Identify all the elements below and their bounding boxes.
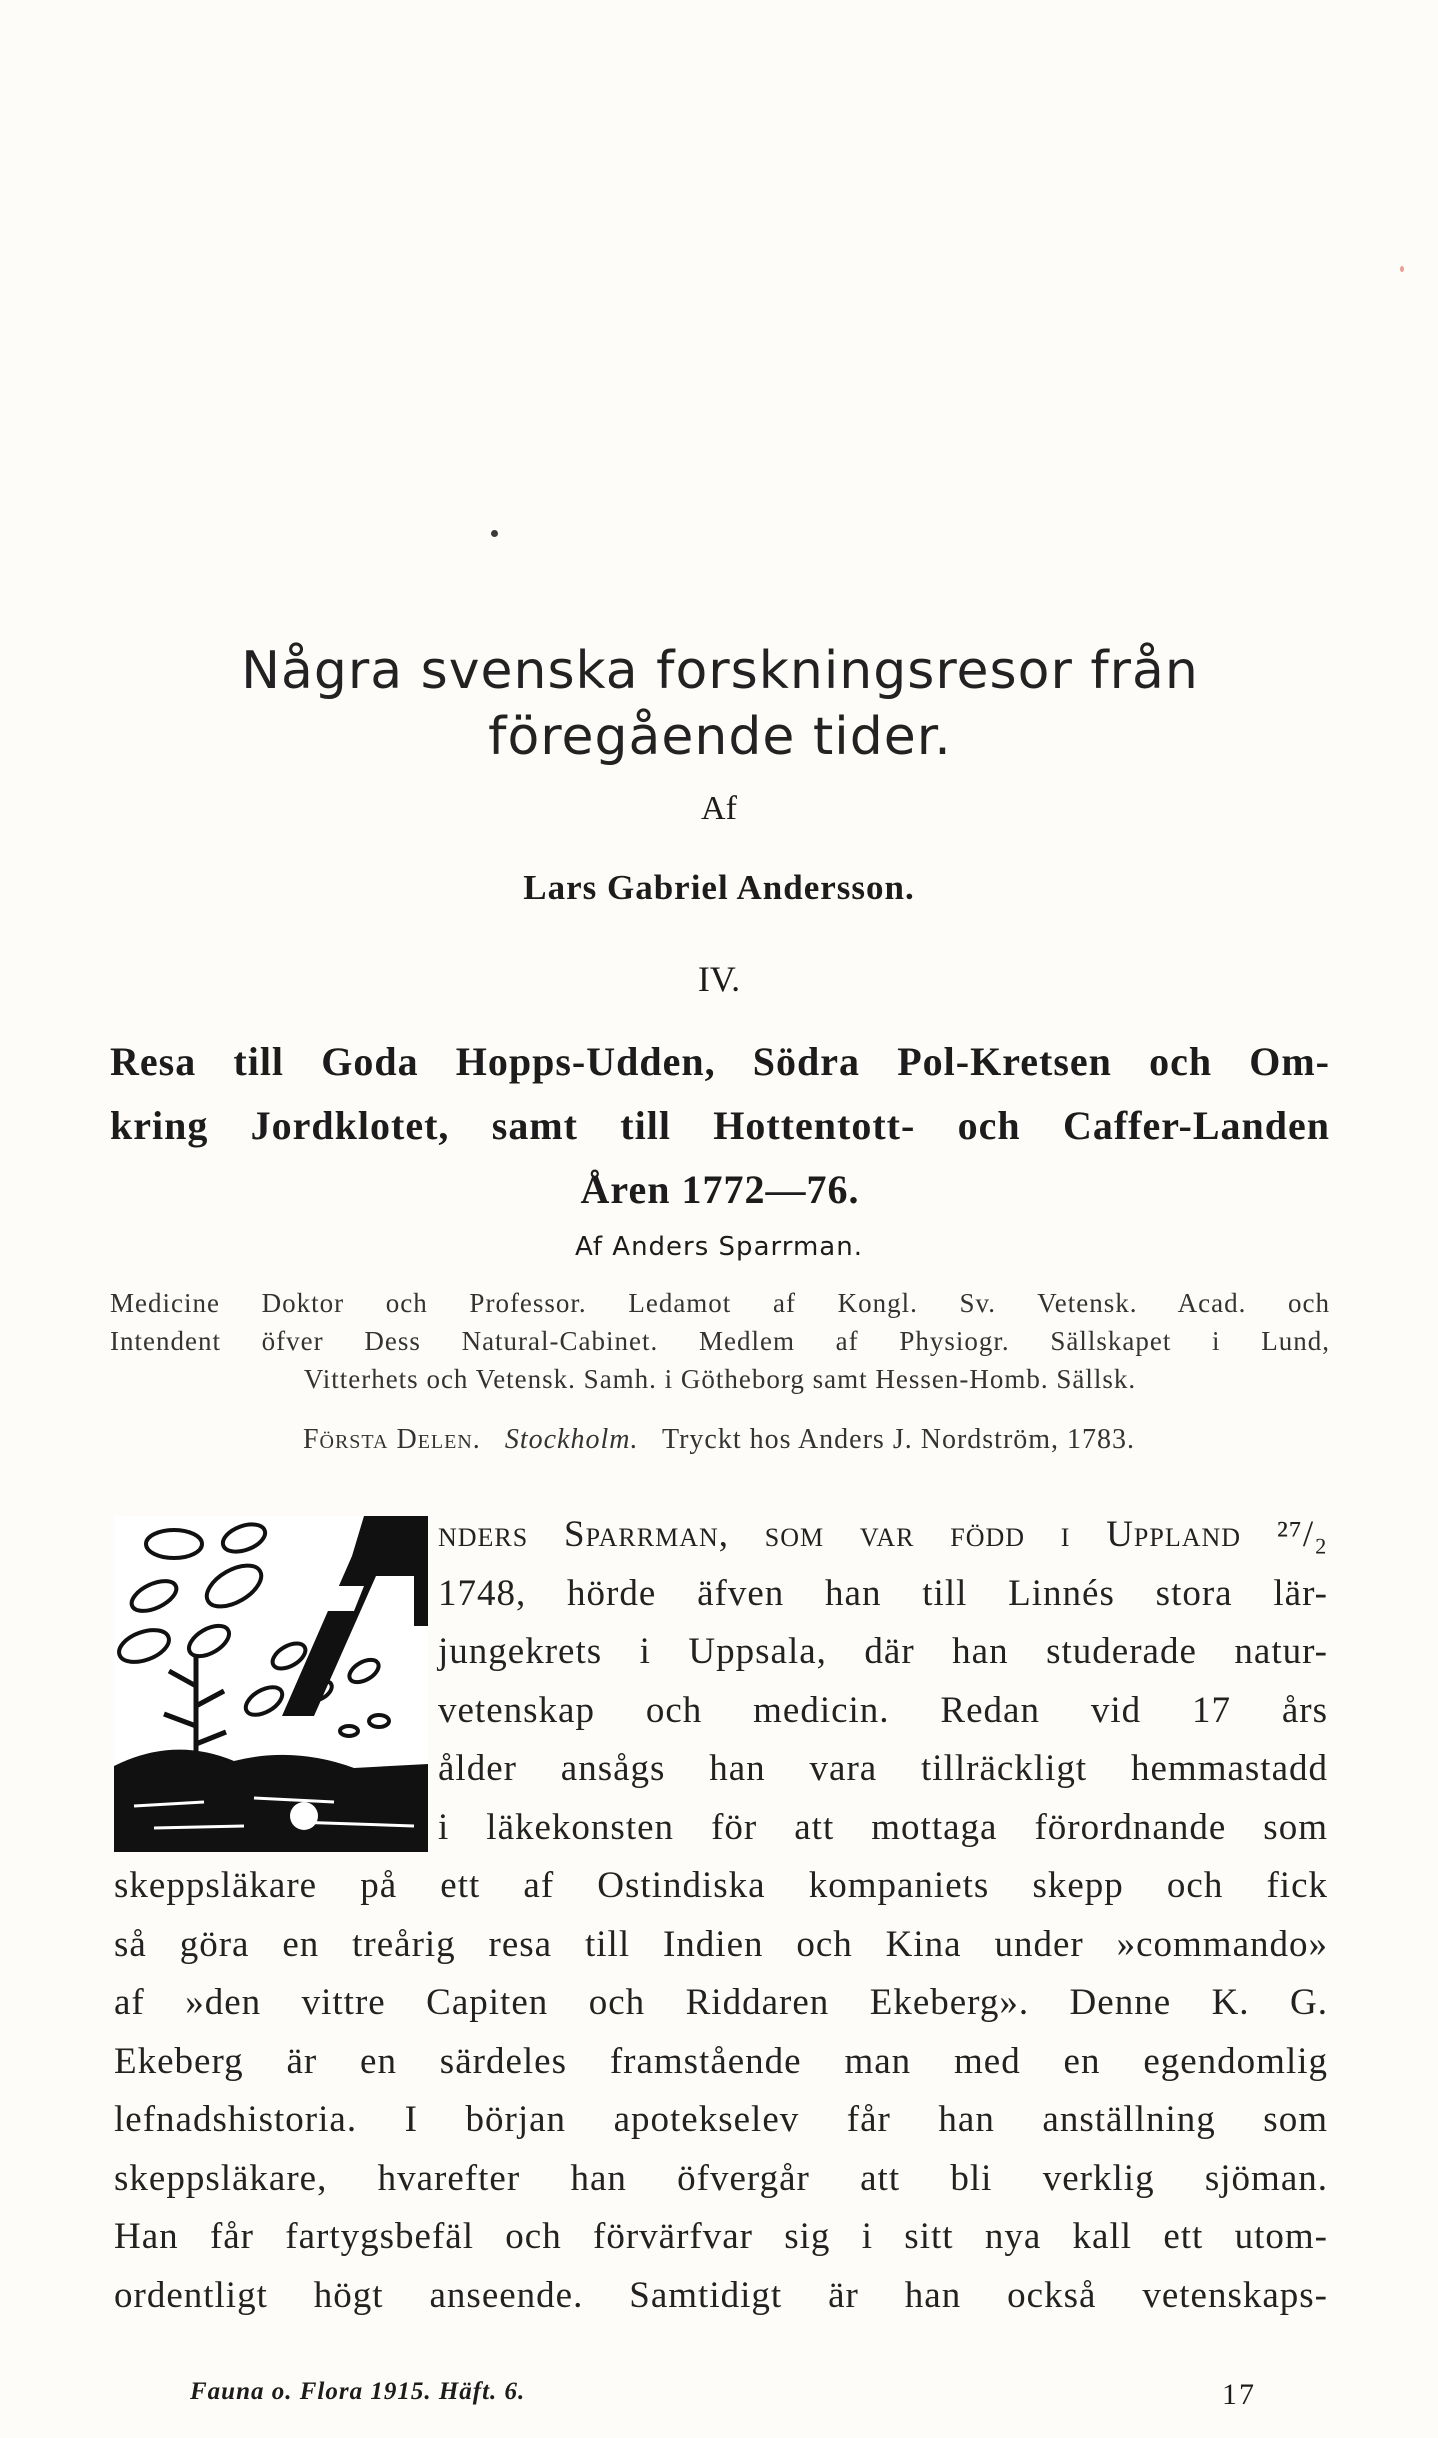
imprint-printer: Tryckt hos Anders J. Nordström, 1783. [661,1424,1136,1455]
body-line: lefnadshistoria. I början apotekselev får han anställning som [114,2099,1328,2140]
body-text [114,1506,1328,2325]
title-line-1: Några svenska forskningsresor från [241,641,1199,701]
book-author: Af Anders Sparrman. [575,1232,863,1262]
body-line-text: nders Sparrman, som var född i Uppland ²⁷/₂ [438,1514,1328,1555]
credential-line-2: Intendent öfver Dess Natural-Cabinet. Medlem af Physiogr. Sällskapet i Lund, [110,1326,1330,1356]
author-credentials [110,1284,1330,1398]
title-line-2: föregående tider. [488,707,952,767]
page-number: 17 [1222,2378,1256,2411]
body-line: i läkekonsten för att mottaga förordnande som [438,1806,1328,1848]
journal-footer: Fauna o. Flora 1915. Häft. 6. [190,2378,526,2405]
paper-speck [1400,266,1404,272]
section-number: IV. [697,959,741,999]
body-line: ålder ansågs han vara tillräckligt hemmastadd [438,1748,1328,1789]
book-title-line-3: Åren 1772—76. [580,1167,860,1212]
book-title-line-2: kring Jordklotet, samt till Hottentott- och Caffer-Landen [110,1103,1330,1148]
body-line: skeppsläkare, hvarefter han öfvergår att bli verklig sjöman. [114,2157,1328,2199]
imprint-place: Stockholm. [504,1424,639,1455]
body-line: jungekrets i Uppsala, där han studerade natur- [438,1631,1328,1672]
body-line: skeppsläkare på ett af Ostindiska kompaniets skepp och fick [114,1865,1328,1906]
body-line: af »den vittre Capiten och Riddaren Ekeberg». Denne K. G. [114,1982,1328,2023]
by-label: Af [701,790,737,827]
body-line: Ekeberg är en särdeles framstående man med en egendomlig [114,2040,1328,2082]
body-line [114,1506,1328,1565]
credential-line-1: Medicine Doktor och Professor. Ledamot af Kongl. Sv. Vetensk. Acad. och [110,1288,1330,1318]
body-line: vetenskap och medicin. Redan vid 17 års [438,1689,1328,1731]
book-title-line-1: Resa till Goda Hopps-Udden, Södra Pol-Kretsen och Om- [110,1039,1330,1084]
body-line: så göra en treårig resa till Indien och Kina under »commando» [114,1923,1328,1965]
article-author: Lars Gabriel Andersson. [523,868,915,907]
main-title [100,638,1340,770]
body-line: Han får fartygsbefäl och förvärfvar sig i sitt nya kall ett utom- [114,2216,1328,2257]
body-line: 1748, hörde äfven han till Linnés stora lär- [438,1572,1328,1614]
ink-dot [491,530,498,537]
body-line: ordentligt högt anseende. Samtidigt är han också vetenskaps- [114,2274,1328,2316]
imprint-line [0,1424,1438,1456]
credential-line-3: Vitterhets och Vetensk. Samh. i Götheborg samt Hessen-Homb. Sällsk. [303,1364,1137,1394]
imprint-part: Första Delen. [302,1424,481,1455]
book-title [110,1030,1330,1222]
